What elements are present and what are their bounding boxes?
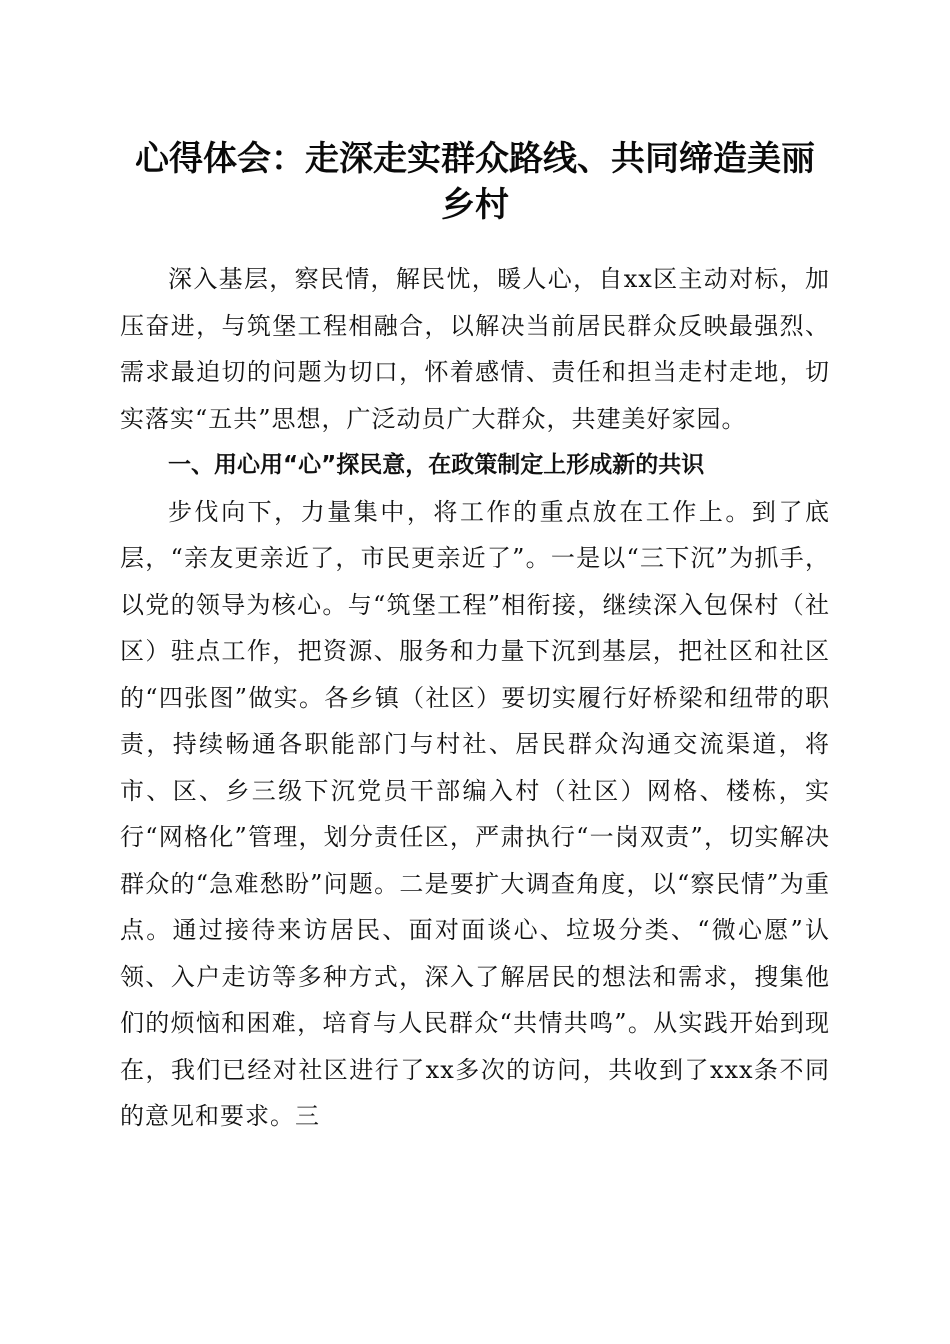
intro-paragraph: 深入基层，察民情，解民忧，暖人心，自xx区主动对标，加压奋进，与筑堡工程相融合，以解决当前居民群众反映最强烈、需求最迫切的问题为切口，怀着感情、责任和担当走村走地，切实落实“五共”思想，广泛动员广大群众，共建美好家园。 [120, 265, 830, 433]
section-1-paragraph: 步伐向下，力量集中，将工作的重点放在工作上。到了底层，“亲友更亲近了，市民更亲近了”。一是以“三下沉”为抓手，以党的领导为核心。与“筑堡工程”相衔接，继续深入包保村（社区）驻点工作，把资源、服务和力量下沉到基层，把社区和社区的“四张图”做实。各乡镇（社区）要切实履行好桥梁和纽带的职责，持续畅通各职能部门与村社、居民群众沟通交流渠道，将市、区、乡三级下沉党员干部编入村（社区）网格、楼栋，实行“网格化”管理，划分责任区，严肃执行“一岗双责”，切实解决群众的“急难愁盼”问题。二是要扩大调查角度，以“察民情”为重点。通过接待来访居民、面对面谈心、垃圾分类、“微心愿”认领、入户走访等多种方式，深入了解居民的想法和需求，搜集他们的烦恼和困难，培育与人民群众“共情共鸣”。从实践开始到现在，我们已经对社区进行了xx多次的访问，共收到了xxx条不同的意见和要求。三 [120, 497, 830, 1130]
document-body [120, 256, 830, 1140]
section-1-heading: 一、用心用“心”探民意，在政策制定上形成新的共识 [168, 452, 705, 478]
title-line-2: 乡村 [441, 185, 509, 225]
title-line-1: 心得体会：走深走实群众路线、共同缔造美丽 [135, 139, 815, 179]
document-title [110, 136, 840, 228]
